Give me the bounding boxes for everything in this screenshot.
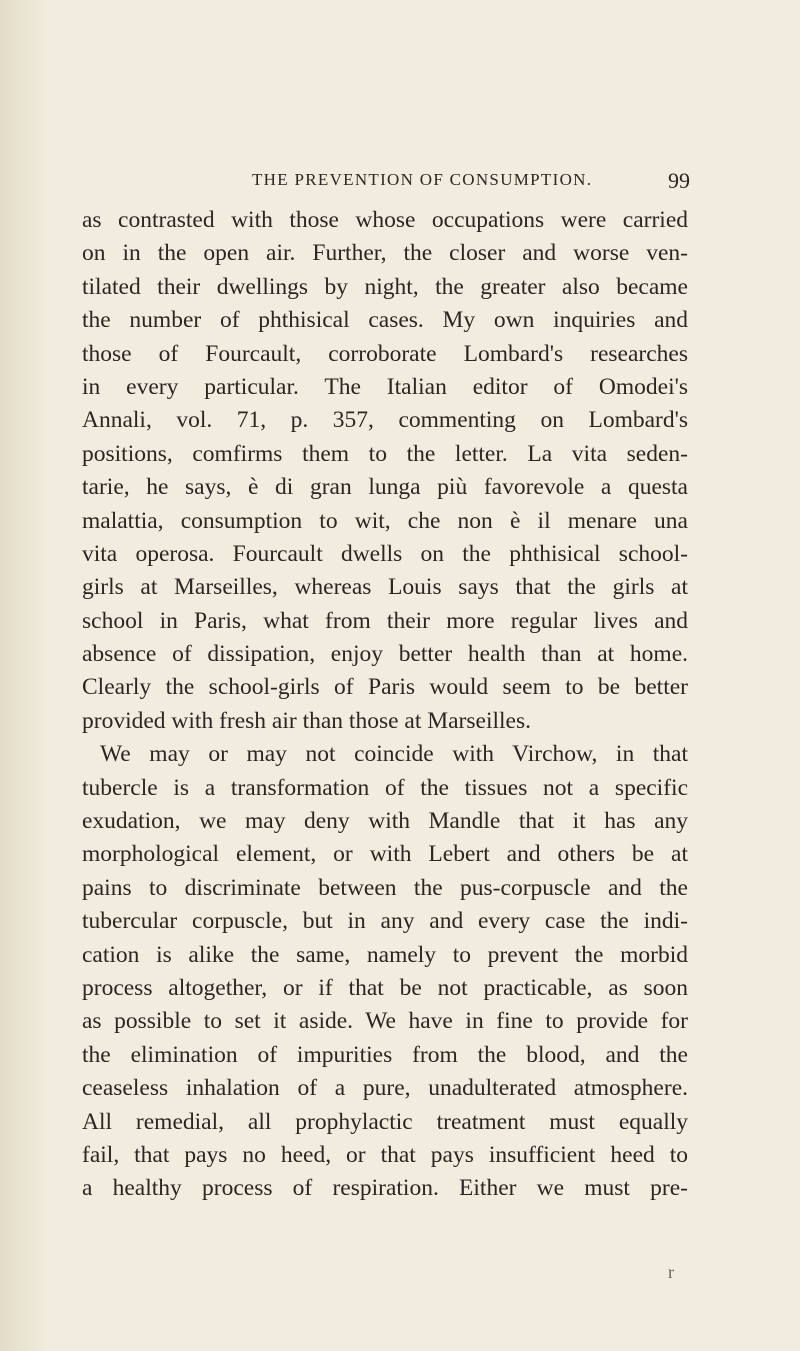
text-line: Annali, vol. 71, p. 357, commenting on Lombard's — [82, 407, 688, 434]
text-line: We may or may not coincide with Virchow, in that — [100, 741, 688, 768]
text-line: malattia, consumption to wit, che non è il menare una — [82, 507, 688, 534]
text-line: All remedial, all prophylactic treatment must equally — [82, 1108, 688, 1135]
body-text — [82, 204, 688, 1206]
text-line: girls at Marseilles, whereas Louis says that the girls at — [82, 574, 688, 601]
text-line: as contrasted with those whose occupations were carried — [82, 207, 688, 233]
text-line: as possible to set it aside. We have in fine to provide for — [82, 1008, 688, 1035]
signature-mark: r — [668, 1262, 674, 1282]
text-line: tarie, he says, è di gran lunga più favorevole a questa — [82, 474, 688, 501]
text-line: tubercle is a transformation of the tissues not a specific — [82, 774, 688, 801]
text-line: vita operosa. Fourcault dwells on the phthisical school- — [82, 540, 688, 567]
text-line: cation is alike the same, namely to prevent the morbid — [82, 941, 688, 968]
text-line: ceaseless inhalation of a pure, unadulterated atmosphere. — [82, 1075, 688, 1102]
running-title: THE PREVENTION OF CONSUMPTION. — [252, 170, 593, 189]
text-line: Clearly the school-girls of Paris would seem to be better — [82, 674, 688, 701]
text-line: tubercular corpuscle, but in any and every case the indi- — [82, 908, 688, 935]
text-line: in every particular. The Italian editor of Omodei's — [82, 373, 688, 400]
text-line: pains to discriminate between the pus-corpuscle and the — [82, 874, 688, 901]
running-header — [0, 168, 800, 198]
text-line: those of Fourcault, corroborate Lombard's researches — [82, 340, 688, 367]
text-line: positions, comfirms them to the letter. La vita seden- — [82, 440, 688, 467]
page-edge-shadow — [0, 0, 48, 1351]
text-line: process altogether, or if that be not practicable, as soon — [82, 974, 688, 1001]
text-line: exudation, we may deny with Mandle that it has any — [82, 808, 688, 835]
text-line: school in Paris, what from their more regular lives and — [82, 607, 688, 634]
text-line: on in the open air. Further, the closer and worse ven- — [82, 240, 688, 267]
page-number: 99 — [668, 168, 690, 193]
text-line: a healthy process of respiration. Either we must pre- — [82, 1175, 688, 1202]
text-line: absence of dissipation, enjoy better health than at home. — [82, 641, 688, 668]
text-line: fail, that pays no heed, or that pays insufficient heed to — [82, 1141, 688, 1168]
text-line: morphological element, or with Lebert and others be at — [82, 841, 688, 868]
text-line: the elimination of impurities from the blood, and the — [82, 1041, 688, 1068]
text-line: tilated their dwellings by night, the greater also became — [82, 273, 688, 300]
text-line: provided with fresh air than those at Marseilles. — [82, 707, 531, 734]
text-line: the number of phthisical cases. My own inquiries and — [82, 307, 688, 334]
